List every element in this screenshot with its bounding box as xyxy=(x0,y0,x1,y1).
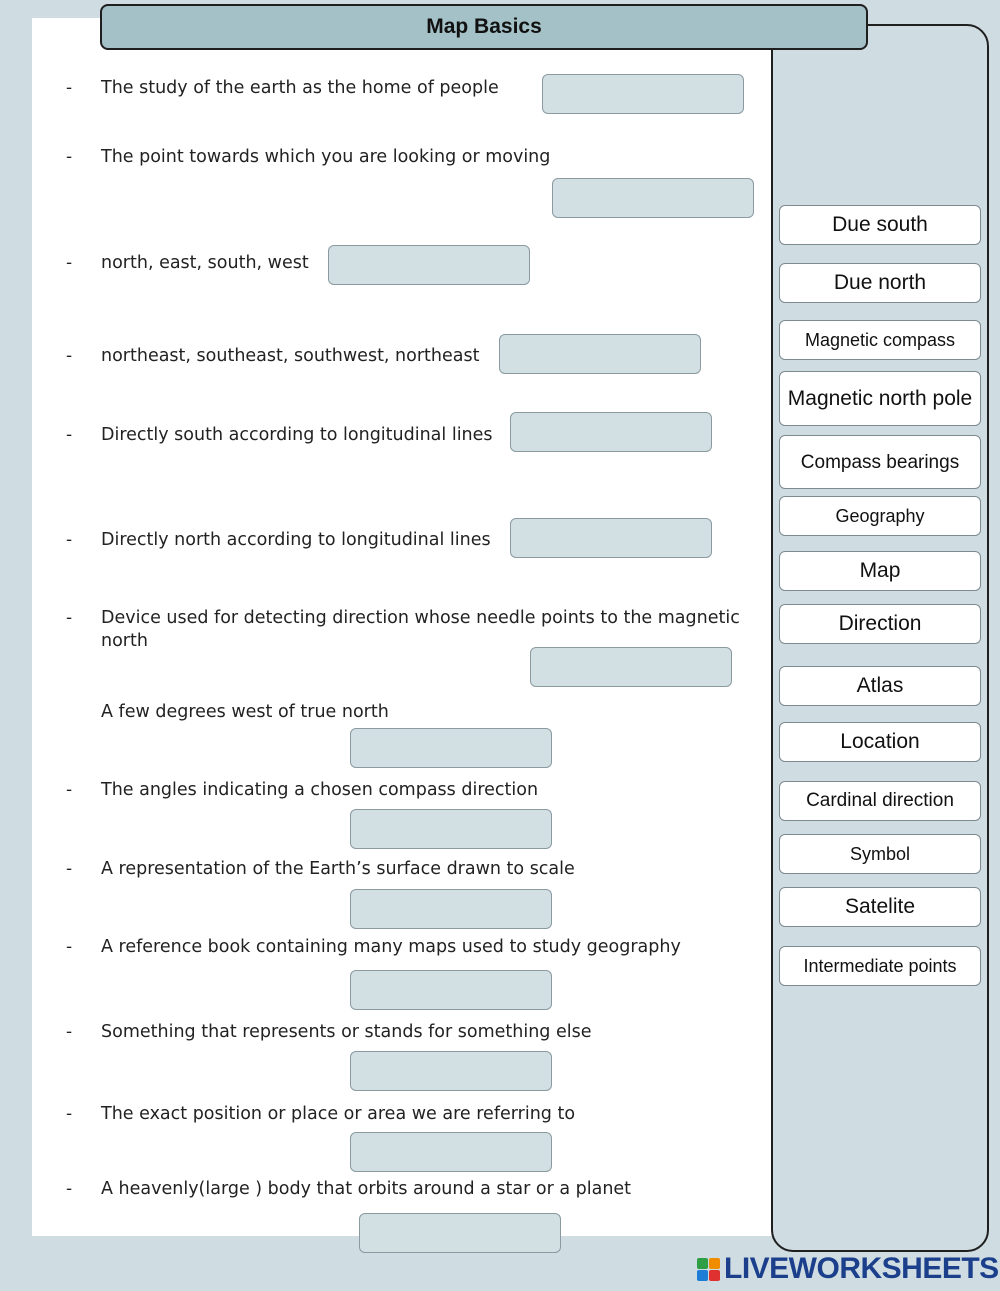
question-4-text: northeast, southeast, southwest, northeast xyxy=(101,346,480,366)
question-12-text: Something that represents or stands for something else xyxy=(101,1022,592,1042)
answer-drop-box-11[interactable] xyxy=(350,970,552,1010)
answer-drop-box-14[interactable] xyxy=(359,1213,561,1253)
question-8-text: A few degrees west of true north xyxy=(101,702,389,722)
word-chip-direction[interactable]: Direction xyxy=(779,604,981,644)
bullet-dash: - xyxy=(66,1179,73,1199)
bullet-dash: - xyxy=(66,1104,73,1124)
answer-drop-box-5[interactable] xyxy=(510,412,712,452)
word-chip-satelite[interactable]: Satelite xyxy=(779,887,981,927)
bullet-dash: - xyxy=(66,253,73,273)
word-chip-compass-bearings[interactable]: Compass bearings xyxy=(779,435,981,489)
worksheet-title: Map Basics xyxy=(100,4,868,50)
answer-drop-box-1[interactable] xyxy=(542,74,744,114)
liveworksheets-logo-text: LIVEWORKSHEETS xyxy=(724,1252,999,1285)
liveworksheets-logo xyxy=(697,1252,999,1286)
word-chip-geography[interactable]: Geography xyxy=(779,496,981,536)
question-9-text: The angles indicating a chosen compass direction xyxy=(101,780,539,800)
word-chip-magnetic-compass[interactable]: Magnetic compass xyxy=(779,320,981,360)
answer-drop-box-10[interactable] xyxy=(350,889,552,929)
word-chip-due-north[interactable]: Due north xyxy=(779,263,981,303)
logo-square xyxy=(697,1258,708,1269)
word-chip-intermediate-points[interactable]: Intermediate points xyxy=(779,946,981,986)
answer-drop-box-3[interactable] xyxy=(328,245,530,285)
answer-drop-box-13[interactable] xyxy=(350,1132,552,1172)
bullet-dash: - xyxy=(66,147,73,167)
bullet-dash: - xyxy=(66,608,73,628)
word-chip-cardinal-direction[interactable]: Cardinal direction xyxy=(779,781,981,821)
question-5-text: Directly south according to longitudinal lines xyxy=(101,425,493,445)
question-14-text: A heavenly(large ) body that orbits around a star or a planet xyxy=(101,1179,632,1199)
logo-square xyxy=(709,1270,720,1281)
answer-drop-box-2[interactable] xyxy=(552,178,754,218)
bullet-dash: - xyxy=(66,425,73,445)
question-13-text: The exact position or place or area we are referring to xyxy=(101,1104,576,1124)
question-7-text: Device used for detecting direction whose needle points to the magnetic north xyxy=(101,608,740,651)
bullet-dash: - xyxy=(66,530,73,550)
logo-square xyxy=(709,1258,720,1269)
word-chip-location[interactable]: Location xyxy=(779,722,981,762)
bullet-dash: - xyxy=(66,1022,73,1042)
liveworksheets-logo-icon xyxy=(697,1258,720,1281)
word-chip-atlas[interactable]: Atlas xyxy=(779,666,981,706)
word-chip-map[interactable]: Map xyxy=(779,551,981,591)
bullet-dash: - xyxy=(66,780,73,800)
question-6-text: Directly north according to longitudinal lines xyxy=(101,530,491,550)
question-2-text: The point towards which you are looking or moving xyxy=(101,147,551,167)
answer-drop-box-8[interactable] xyxy=(350,728,552,768)
answer-drop-box-4[interactable] xyxy=(499,334,701,374)
question-10-text: A representation of the Earth’s surface drawn to scale xyxy=(101,859,575,879)
bullet-dash: - xyxy=(66,937,73,957)
answer-drop-box-9[interactable] xyxy=(350,809,552,849)
logo-square xyxy=(697,1270,708,1281)
answer-drop-box-7[interactable] xyxy=(530,647,732,687)
bullet-dash: - xyxy=(66,78,73,98)
question-1-text: The study of the earth as the home of people xyxy=(101,78,499,98)
word-chip-symbol[interactable]: Symbol xyxy=(779,834,981,874)
answer-drop-box-12[interactable] xyxy=(350,1051,552,1091)
question-3-text: north, east, south, west xyxy=(101,253,309,273)
word-chip-magnetic-north-pole[interactable]: Magnetic north pole xyxy=(779,371,981,426)
bullet-dash: - xyxy=(66,346,73,366)
bullet-dash: - xyxy=(66,859,73,879)
answer-drop-box-6[interactable] xyxy=(510,518,712,558)
word-chip-due-south[interactable]: Due south xyxy=(779,205,981,245)
question-11-text: A reference book containing many maps used to study geography xyxy=(101,937,681,957)
